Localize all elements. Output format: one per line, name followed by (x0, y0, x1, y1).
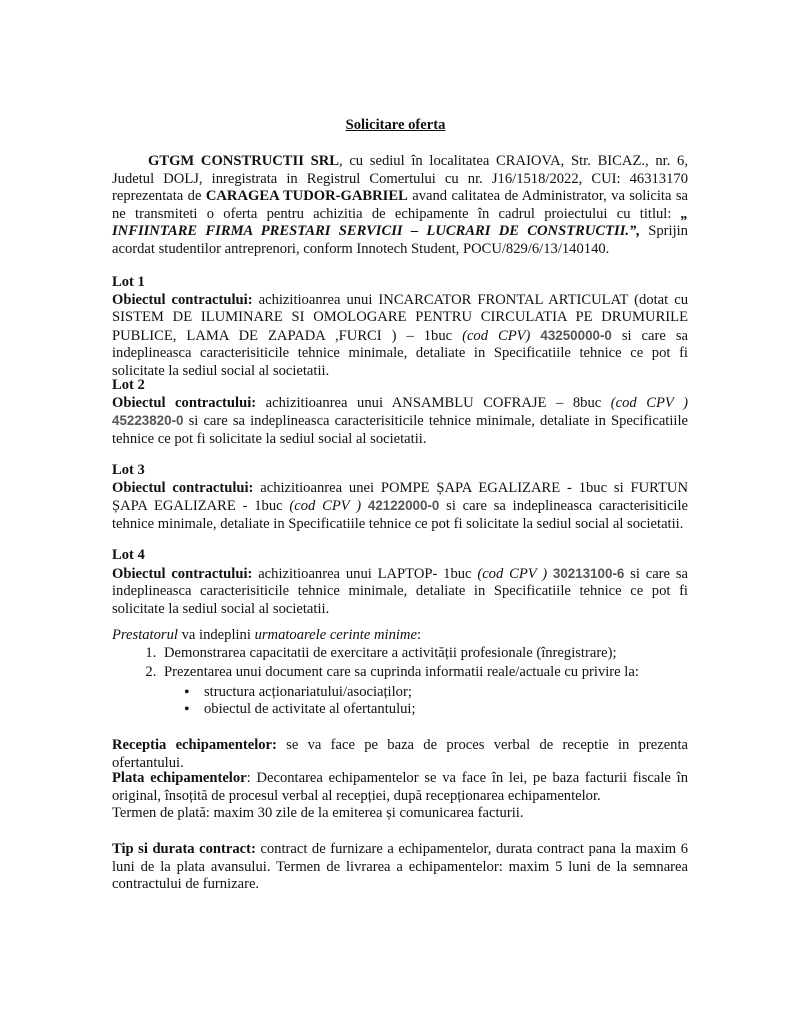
lot-3-section (112, 462, 688, 533)
text-run: si care sa indeplineasca caracterisiticile tehnice minimale, detaliate in Specificatiile tehnice ce pot fi solicitate la sediul social al societatii. (112, 413, 688, 447)
text-run: GTGM CONSTRUCTII SRL (148, 153, 339, 169)
tip-contract-paragraph (112, 841, 688, 894)
text-run: CARAGEA TUDOR-GABRIEL (205, 188, 408, 205)
text-run: urmatoarele cerinte minime (254, 627, 417, 643)
text-run: Obiectul contractului: (112, 479, 254, 496)
plata-term: Termen de plată: maxim 30 zile de la emiterea și comunicarea facturii. (112, 805, 524, 822)
text-run: „ INFIINTARE FIRMA PRESTARI SERVICII – LUCRARI DE CONSTRUCTII.”, (112, 205, 688, 240)
text-run: va indeplini (177, 627, 255, 643)
requirements-section (112, 627, 688, 719)
tip-label: Tip si durata contract: (112, 841, 256, 857)
text-run: Obiectul contractului: (112, 394, 257, 411)
text-run: , cu sediul în localitatea CRAIOVA, Str. BICAZ., nr. 6, Judetul DOLJ, inregistrata in Registrul Comertului cu nr. J16/1518/2022, CUI: 46313170 reprezentata de (112, 153, 688, 205)
requirement-item: 1. Demonstrarea capacitatii de exercitare a activității profesionale (înregistrare); (160, 645, 688, 663)
receptia-paragraph (112, 737, 688, 772)
text-run: Obiectul contractului: (112, 291, 253, 308)
requirement-bullet: • structura acționariatului/asociaților; (204, 684, 688, 702)
tip-text: contract de furnizare a echipamentelor, durata contract pana la maxim 6 luni de la plata avansului. Termen de livrarea a echipamentelor: maxim 5 luni de la semnarea contractului de furnizare. (112, 841, 688, 893)
text-run: achizitioanrea unei POMPE ȘAPA EGALIZARE - 1buc si FURTUN ȘAPA EGALIZARE - 1buc (112, 479, 688, 515)
text-run: achizitioanrea unui ANSAMBLU COFRAJE – 8buc (256, 394, 611, 411)
text-run: achizitioanrea unui INCARCATOR FRONTAL ARTICULAT (dotat cu SISTEM DE ILUMINARE SI OMOLOGARE PENTRU CIRCULATIA PE DRUMURILE PUBLICE, LAMA DE ZAPADA ,FURCI ) – 1buc (112, 291, 688, 344)
receptia-label: Receptia echipamentelor: (112, 737, 277, 753)
text-run: Lot 2 (112, 377, 145, 393)
text-run: si care sa indeplineasca caracterisiticile tehnice minimale, detaliate in Specificatiile tehnice ce pot fi solicitate la sediul social al societatii. (112, 565, 688, 617)
text-run: Sprijin acordat studentilor antreprenori, conform Innotech Student, POCU/829/6/13/140140. (112, 223, 688, 257)
text-run: avand calitatea de Administrator, va solicita sa ne transmiteti o oferta pentru achizitia de echipamente în cadrul proiectului cu titlul: (112, 188, 689, 222)
text-run: (cod CPV ) (289, 498, 362, 515)
text-run (530, 328, 540, 344)
page-title: Solicitare oferta (345, 117, 446, 133)
text-run: : (416, 627, 422, 643)
intro-paragraph (112, 153, 688, 259)
cpv-code: 30213100-6 (552, 565, 625, 581)
cpv-code: 45223820-0 (112, 413, 184, 429)
requirement-bullet: • obiectul de activitate al ofertantului; (204, 701, 688, 719)
text-run: Lot 1 (112, 274, 145, 290)
cpv-code: 42122000-0 (367, 498, 440, 514)
text-run (361, 498, 368, 514)
text-run: achizitioanrea unui LAPTOP- 1buc (252, 565, 478, 582)
plata-label: Plata echipamentelor (112, 770, 247, 786)
lot-1-section (112, 274, 688, 381)
requirement-item: 2. Prezentarea unui document care sa cuprinda informatii reale/actuale cu privire la: (160, 664, 688, 682)
text-run: (cod CPV ) (610, 394, 688, 411)
text-run: Obiectul contractului: (112, 565, 253, 582)
text-run: Prestatorul (112, 627, 178, 643)
lot-4-section (112, 547, 688, 618)
plata-paragraph (112, 770, 688, 823)
lot-2-section (112, 377, 688, 448)
text-run: Lot 4 (112, 547, 145, 563)
text-run: Lot 3 (112, 462, 145, 478)
receptia-text: se va face pe baza de proces verbal de receptie in prezenta ofertantului. (112, 737, 689, 771)
plata-text: : Decontarea echipamentelor se va face în lei, pe baza facturii fiscale în original, însoțită de procesul verbal al recepției, după recepționarea echipamentelor. (112, 770, 688, 804)
requirements-intro (112, 627, 688, 645)
text-run: (cod CPV) (462, 327, 531, 344)
cpv-code: 43250000-0 (540, 327, 612, 343)
text-run: si care sa indeplineasca caracterisiticile tehnice minimale, detaliate in Specificatiile tehnice ce pot fi solicitate la sediul social al societatii. (112, 327, 688, 379)
text-run: (cod CPV ) (477, 565, 548, 582)
text-run: si care sa indeplineasca caracterisiticile tehnice minimale, detaliate in Specificatiile tehnice ce pot fi solicitate la sediul social al societatii. (112, 498, 689, 532)
